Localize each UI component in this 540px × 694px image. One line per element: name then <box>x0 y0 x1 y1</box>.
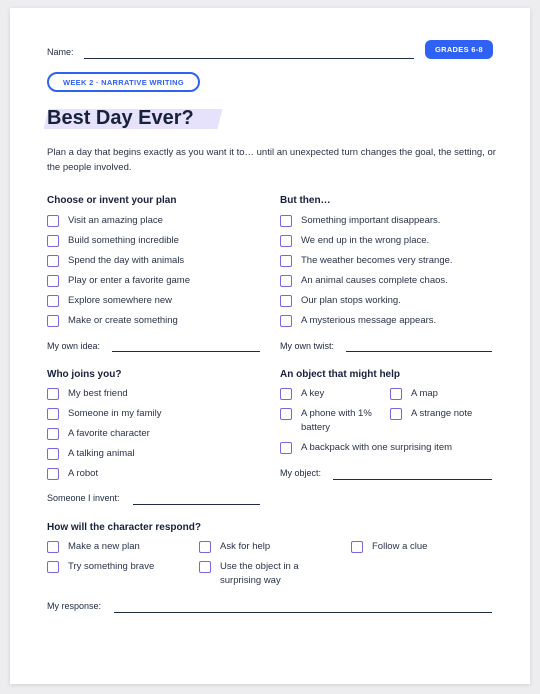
checkbox[interactable] <box>280 275 292 287</box>
option-label: A strange note <box>411 408 473 419</box>
checkbox[interactable] <box>199 561 211 573</box>
worksheet-page <box>10 8 530 684</box>
plan-option[interactable] <box>47 296 172 308</box>
twist-option[interactable] <box>280 276 448 288</box>
option-label: A robot <box>68 468 99 479</box>
option-label: The weather becomes very strange. <box>301 255 453 266</box>
my-object-label: My object: <box>280 468 322 478</box>
option-label: Spend the day with animals <box>68 255 185 266</box>
response-option[interactable] <box>47 542 140 554</box>
plan-option[interactable] <box>47 216 163 228</box>
option-label: Our plan stops working. <box>301 295 401 306</box>
name-label: Name: <box>47 47 74 57</box>
twist-heading: But then… <box>280 195 331 206</box>
my-response-label: My response: <box>47 601 102 611</box>
twist-option[interactable] <box>280 256 453 268</box>
checkbox[interactable] <box>47 541 59 553</box>
option-label: A talking animal <box>68 448 135 459</box>
checkbox[interactable] <box>351 541 363 553</box>
plan-option[interactable] <box>47 316 178 328</box>
twist-option[interactable] <box>280 236 429 248</box>
checkbox[interactable] <box>199 541 211 553</box>
checkbox[interactable] <box>47 388 59 400</box>
response-option[interactable] <box>199 562 319 588</box>
object-option[interactable] <box>280 389 324 401</box>
option-label: Build something incredible <box>68 235 179 246</box>
option-label: We end up in the wrong place. <box>301 235 430 246</box>
checkbox[interactable] <box>280 408 292 420</box>
someone-invent-field[interactable] <box>133 504 260 505</box>
plan-heading: Choose or invent your plan <box>47 195 177 206</box>
object-option[interactable] <box>280 443 452 455</box>
own-idea-label: My own idea: <box>47 341 101 351</box>
grade-badge: GRADES 6-8 <box>425 40 493 59</box>
response-option[interactable] <box>351 542 427 554</box>
checkbox[interactable] <box>47 255 59 267</box>
companion-option[interactable] <box>47 389 128 401</box>
plan-option[interactable] <box>47 256 184 268</box>
response-option[interactable] <box>47 562 154 574</box>
companions-heading: Who joins you? <box>47 369 122 380</box>
option-label: Try something brave <box>68 561 155 572</box>
checkbox[interactable] <box>390 388 402 400</box>
objects-heading: An object that might help <box>280 369 400 380</box>
checkbox[interactable] <box>280 235 292 247</box>
option-label: Explore somewhere new <box>68 295 173 306</box>
own-twist-field[interactable] <box>346 351 492 352</box>
checkbox[interactable] <box>47 468 59 480</box>
option-label: A backpack with one surprising item <box>301 442 453 453</box>
name-field[interactable] <box>84 58 414 59</box>
plan-option[interactable] <box>47 236 179 248</box>
checkbox[interactable] <box>47 275 59 287</box>
option-label: Someone in my family <box>68 408 162 419</box>
checkbox[interactable] <box>47 315 59 327</box>
my-object-field[interactable] <box>333 479 492 480</box>
twist-option[interactable] <box>280 216 440 228</box>
checkbox[interactable] <box>47 295 59 307</box>
week-pill: WEEK 2 · NARRATIVE WRITING <box>47 72 200 92</box>
checkbox[interactable] <box>47 448 59 460</box>
checkbox[interactable] <box>47 428 59 440</box>
checkbox[interactable] <box>47 408 59 420</box>
companion-option[interactable] <box>47 469 98 481</box>
my-response-field[interactable] <box>114 612 492 613</box>
option-label: Play or enter a favorite game <box>68 275 190 286</box>
checkbox[interactable] <box>280 295 292 307</box>
object-option[interactable] <box>390 409 472 421</box>
option-label: A favorite character <box>68 428 150 439</box>
response-option[interactable] <box>199 542 270 554</box>
response-heading: How will the character respond? <box>47 522 201 533</box>
own-idea-field[interactable] <box>112 351 260 352</box>
checkbox[interactable] <box>390 408 402 420</box>
option-label: An animal causes complete chaos. <box>301 275 448 286</box>
option-label: Something important disappears. <box>301 215 441 226</box>
plan-option[interactable] <box>47 276 190 288</box>
checkbox[interactable] <box>47 215 59 227</box>
object-option[interactable] <box>280 409 380 435</box>
companion-option[interactable] <box>47 429 150 441</box>
option-label: My best friend <box>68 388 128 399</box>
checkbox[interactable] <box>280 315 292 327</box>
twist-option[interactable] <box>280 316 436 328</box>
option-label: A phone with 1% battery <box>301 408 372 433</box>
option-label: A mysterious message appears. <box>301 315 437 326</box>
someone-invent-label: Someone I invent: <box>47 493 120 503</box>
object-option[interactable] <box>390 389 438 401</box>
option-label: Make or create something <box>68 315 178 326</box>
checkbox[interactable] <box>47 235 59 247</box>
companion-option[interactable] <box>47 449 135 461</box>
own-twist-label: My own twist: <box>280 341 335 351</box>
checkbox[interactable] <box>280 215 292 227</box>
option-label: Follow a clue <box>372 541 428 552</box>
companion-option[interactable] <box>47 409 161 421</box>
option-label: Make a new plan <box>68 541 140 552</box>
checkbox[interactable] <box>47 561 59 573</box>
option-label: A map <box>411 388 438 399</box>
intro-text: Plan a day that begins exactly as you want it to… until an unexpected turn changes the goal, the setting, or the people involved. <box>47 147 496 173</box>
checkbox[interactable] <box>280 388 292 400</box>
option-label: Use the object in a surprising way <box>220 561 299 586</box>
checkbox[interactable] <box>280 255 292 267</box>
option-label: Visit an amazing place <box>68 215 163 226</box>
checkbox[interactable] <box>280 442 292 454</box>
option-label: Ask for help <box>220 541 271 552</box>
option-label: A key <box>301 388 325 399</box>
twist-option[interactable] <box>280 296 401 308</box>
page-title: Best Day Ever? <box>47 107 194 129</box>
